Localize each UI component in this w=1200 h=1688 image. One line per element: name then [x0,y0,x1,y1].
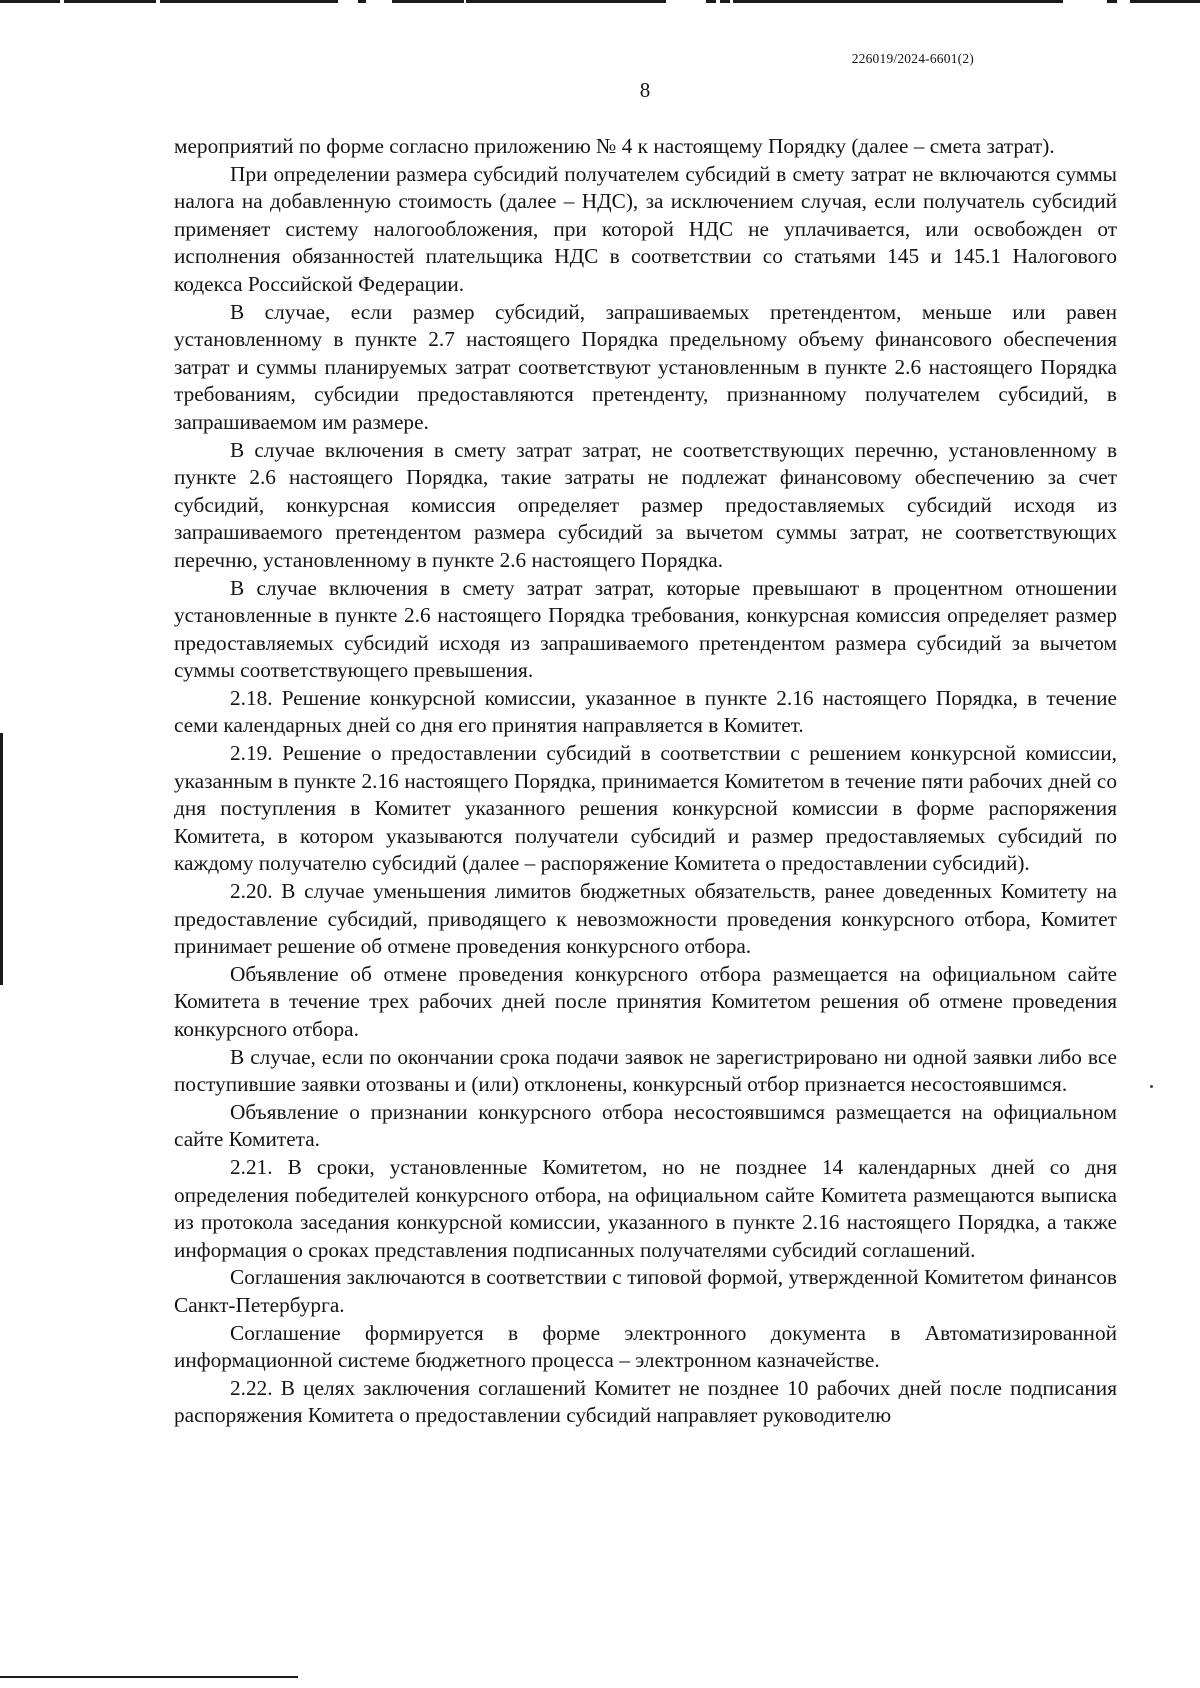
document-body [174,133,1117,1430]
footnote-rule [0,1676,298,1678]
paragraph: Объявление о признании конкурсного отбора несостоявшимся размещается на официальном сайте Комитета. [174,1099,1117,1152]
margin-speck [1150,1085,1153,1088]
paragraph: Объявление об отмене проведения конкурсного отбора размещается на официальном сайте Комитета в течение трех рабочих дней после принятия Комитетом решения об отмене проведения конкурсного отбора. [174,961,1117,1041]
paragraph-2-21: 2.21. В сроки, установленные Комитетом, но не позднее 14 календарных дней со дня определения победителей конкурсного отбора, на официальном сайте Комитета размещаются выписка из протокола заседания конкурсной комиссии, указанного в пункте 2.16 настоящего Порядка, а также информация о сроках представления подписанных получателями субсидий соглашений. [174,1154,1117,1262]
paragraph-2-22: 2.22. В целях заключения соглашений Комитет не позднее 10 рабочих дней после подписания распоряжения Комитета о предоставлении субсидий направляет руководителю [174,1375,1117,1428]
paragraph: В случае включения в смету затрат затрат, которые превышают в процентном отношении установленные в пункте 2.6 настоящего Порядка требования, конкурсная комиссия определяет размер предоставляемых субсидий исходя из запрашиваемого претендентом размера субсидий за вычетом суммы соответствующего превышения. [174,575,1117,683]
page-number: 8 [639,78,651,102]
paragraph-2-20: 2.20. В случае уменьшения лимитов бюджетных обязательств, ранее доведенных Комитету на предоставление субсидий, приводящего к невозможности проведения конкурсного отбора, Комитет принимает решение об отмене проведения конкурсного отбора. [174,879,1117,959]
scan-top-edge [0,0,1200,6]
scan-left-edge-dot [0,733,3,740]
paragraph: В случае, если по окончании срока подачи заявок не зарегистрировано ни одной заявки либо все поступившие заявки отозваны и (или) отклонены, конкурсный отбор признается несостоявшимся. [174,1044,1117,1097]
paragraph-2-18: 2.18. Решение конкурсной комиссии, указанное в пункте 2.16 настоящего Порядка, в течение семи календарных дней со дня его принятия направляется в Комитет. [174,685,1117,738]
paragraph-2-19: 2.19. Решение о предоставлении субсидий в соответствии с решением конкурсной комиссии, указанным в пункте 2.16 настоящего Порядка, принимается Комитетом в течение пяти рабочих дней со дня поступления в Комитет указанного решения конкурсной комиссии в форме распоряжения Комитета, в котором указываются получатели субсидий и размер предоставляемых субсидий по каждому получателю субсидий (далее – распоряжение Комитета о предоставлении субсидий). [174,741,1117,876]
paragraph: Соглашения заключаются в соответствии с типовой формой, утвержденной Комитетом финансов Санкт-Петербурга. [174,1265,1117,1317]
paragraph: мероприятий по форме согласно приложению № 4 к настоящему Порядку (далее – смета затрат). [174,134,1055,158]
paragraph: При определении размера субсидий получателем субсидий в смету затрат не включаются суммы налога на добавленную стоимость (далее – НДС), за исключением случая, если получатель субсидий применяет систему налогообложения, при которой НДС не уплачивается, или освобожден от исполнения обязанностей плательщика НДС в соответствии со статьями 145 и 145.1 Налогового кодекса Российской Федерации. [174,161,1117,296]
scan-left-edge-mark [0,735,3,985]
paragraph: В случае, если размер субсидий, запрашиваемых претендентом, меньше или равен установленному в пункте 2.7 настоящего Порядка предельному объему финансового обеспечения затрат и суммы планируемых затрат соответствуют установленным в пункте 2.6 настоящего Порядка требованиям, субсидии предоставляются претенденту, признанному получателем субсидий, в запрашиваемом им размере. [174,299,1117,434]
document-id: 226019/2024-6601(2) [851,51,974,66]
paragraph: Соглашение формируется в форме электронного документа в Автоматизированной информационной системе бюджетного процесса – электронном казначействе. [174,1320,1117,1373]
paragraph: В случае включения в смету затрат затрат, не соответствующих перечню, установленному в пункте 2.6 настоящего Порядка, такие затраты не подлежат финансовому обеспечению за счет субсидий, конкурсная комиссия определяет размер предоставляемых субсидий исходя из запрашиваемого претендентом размера субсидий за вычетом суммы затрат, не соответствующих перечню, установленному в пункте 2.6 настоящего Порядка. [174,437,1117,572]
